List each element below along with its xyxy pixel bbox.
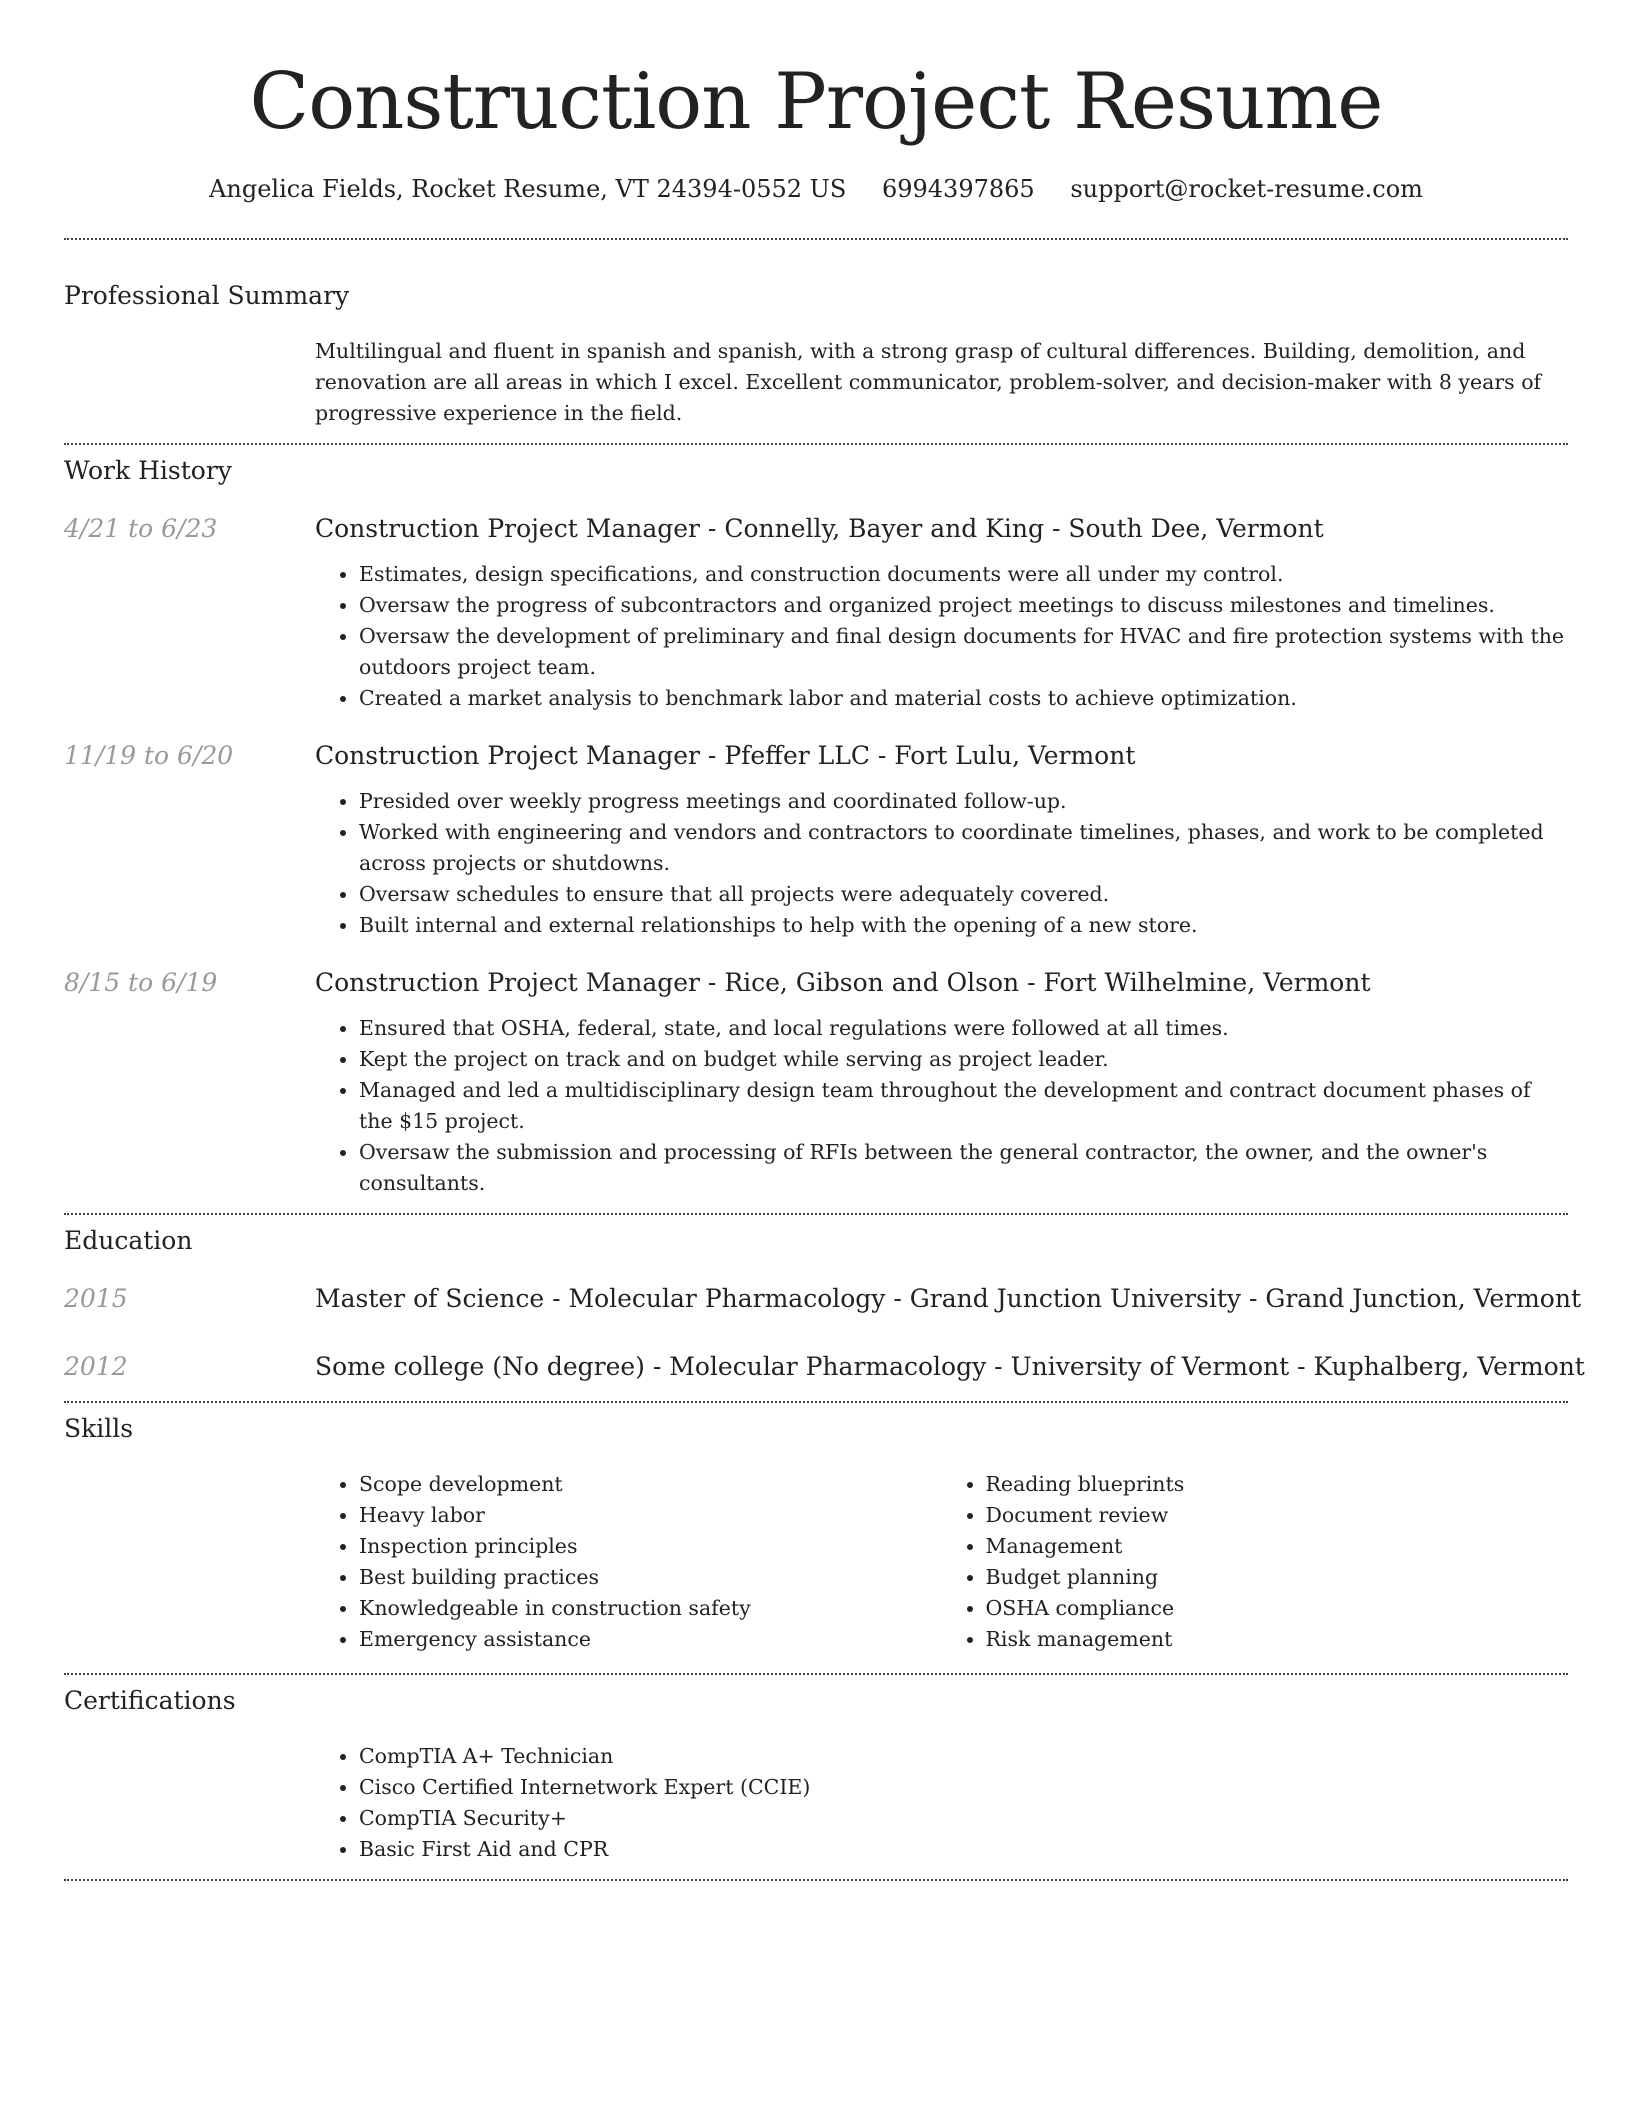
section-divider bbox=[64, 1673, 1568, 1675]
section-divider bbox=[64, 443, 1568, 445]
job-dates: 4/21 to 6/23 bbox=[64, 514, 218, 543]
list-item: • Oversaw the submission and processing of RFIs between the general contractor, the owner, and the owner's consultants. bbox=[359, 1137, 1568, 1199]
education-entry bbox=[64, 1283, 1581, 1315]
job-dates: 11/19 to 6/20 bbox=[64, 741, 234, 770]
list-item: • Reading blueprints bbox=[986, 1469, 1569, 1500]
list-item: • Oversaw schedules to ensure that all projects were adequately covered. bbox=[359, 879, 1568, 910]
section-divider bbox=[64, 1213, 1568, 1215]
list-item: • Management bbox=[986, 1531, 1569, 1562]
contact-address: Angelica Fields, Rocket Resume, VT 24394-0552 US bbox=[209, 175, 847, 203]
skills-section bbox=[64, 1413, 1568, 1655]
list-item: • Knowledgeable in construction safety bbox=[359, 1593, 942, 1624]
education-entry bbox=[64, 1351, 1585, 1383]
education-heading-line: Some college (No degree) - Molecular Pharmacology - University of Vermont - Kuphalberg, Vermont bbox=[315, 1352, 1585, 1381]
list-item: • Scope development bbox=[359, 1469, 942, 1500]
education-heading-line: Master of Science - Molecular Pharmacology - Grand Junction University - Grand Junction, Vermont bbox=[315, 1284, 1581, 1313]
job-bullets bbox=[315, 559, 1568, 714]
certifications-heading: Certifications bbox=[64, 1686, 236, 1715]
list-item: • CompTIA Security+ bbox=[359, 1803, 1568, 1834]
job-bullets bbox=[315, 786, 1568, 941]
list-item: • Inspection principles bbox=[359, 1531, 942, 1562]
job-bullets bbox=[315, 1013, 1568, 1199]
job-dates: 8/15 to 6/19 bbox=[64, 968, 218, 997]
education-year: 2015 bbox=[64, 1284, 128, 1313]
job-entry bbox=[64, 967, 1568, 1199]
list-item: • Risk management bbox=[986, 1624, 1569, 1655]
summary-heading: Professional Summary bbox=[64, 281, 350, 310]
list-item: • Kept the project on track and on budget while serving as project leader. bbox=[359, 1044, 1568, 1075]
skills-list-right bbox=[942, 1469, 1569, 1655]
skills-heading: Skills bbox=[64, 1414, 134, 1443]
list-item: • Presided over weekly progress meetings and coordinated follow-up. bbox=[359, 786, 1568, 817]
job-heading: Construction Project Manager - Rice, Gibson and Olson - Fort Wilhelmine, Vermont bbox=[315, 968, 1371, 997]
job-heading: Construction Project Manager - Pfeffer LLC - Fort Lulu, Vermont bbox=[315, 741, 1136, 770]
work-history-heading: Work History bbox=[64, 456, 232, 485]
contact-email: support@rocket-resume.com bbox=[1070, 175, 1423, 203]
section-divider bbox=[64, 238, 1568, 240]
list-item: • Built internal and external relationships to help with the opening of a new store. bbox=[359, 910, 1568, 941]
skills-columns bbox=[315, 1469, 1568, 1655]
list-item: • Worked with engineering and vendors and contractors to coordinate timelines, phases, and work to be completed across projects or shutdowns. bbox=[359, 817, 1568, 879]
list-item: • Oversaw the development of preliminary and final design documents for HVAC and fire protection systems with the outdoors project team. bbox=[359, 621, 1568, 683]
certifications-section bbox=[64, 1685, 1568, 1865]
list-item: • OSHA compliance bbox=[986, 1593, 1569, 1624]
list-item: • Budget planning bbox=[986, 1562, 1569, 1593]
list-item: • Best building practices bbox=[359, 1562, 942, 1593]
job-entry bbox=[64, 740, 1568, 941]
contact-phone: 6994397865 bbox=[881, 175, 1035, 203]
job-entry bbox=[64, 513, 1568, 714]
list-item: • Basic First Aid and CPR bbox=[359, 1834, 1568, 1865]
job-heading: Construction Project Manager - Connelly, Bayer and King - South Dee, Vermont bbox=[315, 514, 1324, 543]
resume-title: Construction Project Resume bbox=[249, 57, 1383, 147]
section-divider bbox=[64, 1401, 1568, 1403]
summary-section bbox=[64, 280, 1568, 429]
list-item: • Heavy labor bbox=[359, 1500, 942, 1531]
list-item: • CompTIA A+ Technician bbox=[359, 1741, 1568, 1772]
education-year: 2012 bbox=[64, 1352, 128, 1381]
list-item: • Managed and led a multidisciplinary design team throughout the development and contract document phases of the $15 project. bbox=[359, 1075, 1568, 1137]
contact-line bbox=[64, 174, 1568, 204]
education-heading: Education bbox=[64, 1226, 193, 1255]
list-item: • Emergency assistance bbox=[359, 1624, 942, 1655]
work-history-section bbox=[64, 455, 1568, 1199]
summary-text: Multilingual and fluent in spanish and spanish, with a strong grasp of cultural differences. Building, demolition, and renovation are all areas in which I excel. Excellent communicator, problem-solver, and decision-maker with 8 years of progressive experience in the field. bbox=[315, 339, 1542, 425]
list-item: • Created a market analysis to benchmark labor and material costs to achieve optimization. bbox=[359, 683, 1568, 714]
resume-page bbox=[64, 0, 1585, 1881]
section-divider bbox=[64, 1879, 1568, 1881]
list-item: • Document review bbox=[986, 1500, 1569, 1531]
list-item: • Estimates, design specifications, and construction documents were all under my control. bbox=[359, 559, 1568, 590]
list-item: • Oversaw the progress of subcontractors and organized project meetings to discuss milestones and timelines. bbox=[359, 590, 1568, 621]
list-item: • Ensured that OSHA, federal, state, and local regulations were followed at all times. bbox=[359, 1013, 1568, 1044]
list-item: • Cisco Certified Internetwork Expert (CCIE) bbox=[359, 1772, 1568, 1803]
education-section bbox=[64, 1225, 1585, 1383]
skills-list-left bbox=[315, 1469, 942, 1655]
certifications-list bbox=[315, 1741, 1568, 1865]
